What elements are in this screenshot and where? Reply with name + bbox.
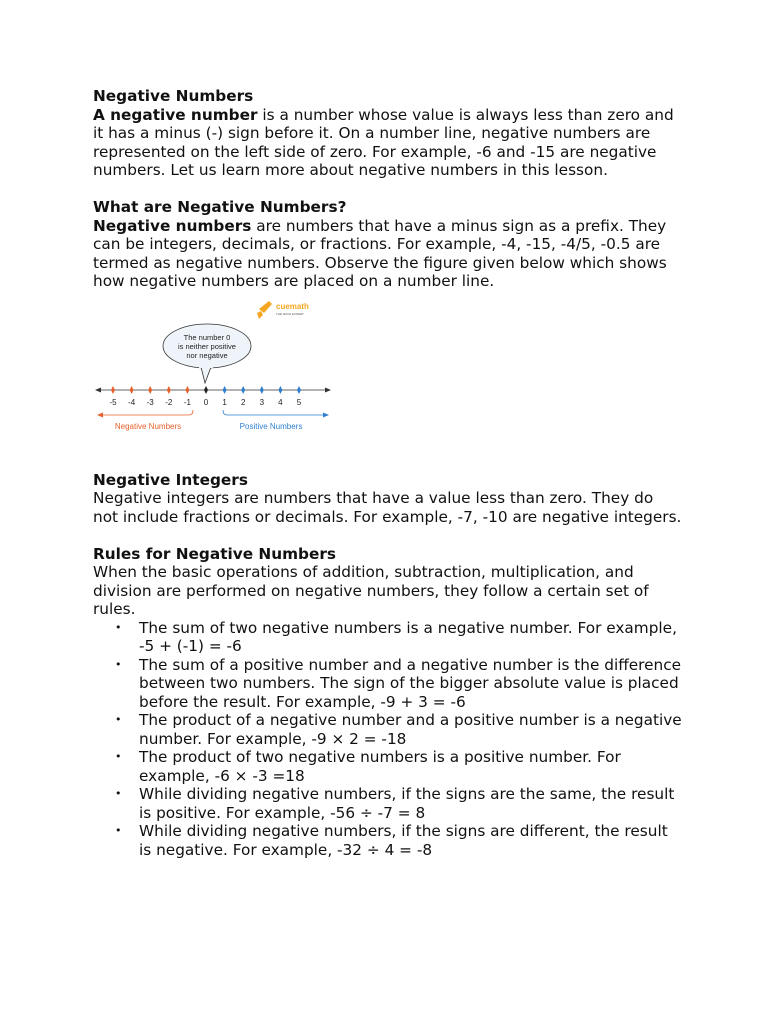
negative-range-bracket xyxy=(97,410,193,431)
what-are-paragraph xyxy=(93,217,683,291)
tick-mark xyxy=(297,386,301,394)
tick-label: 3 xyxy=(259,397,265,407)
bullet-icon: • xyxy=(115,787,122,800)
brand-tagline: THE MATH EXPERT xyxy=(276,311,304,316)
tick-label: -2 xyxy=(165,397,173,407)
positive-range-bracket xyxy=(223,410,329,431)
tick-mark xyxy=(167,386,171,394)
negative-numbers-label: Negative Numbers xyxy=(114,421,182,431)
tick-mark xyxy=(241,386,245,394)
document-page xyxy=(93,87,683,859)
integers-paragraph: Negative integers are numbers that have a value less than zero. They do not include fractions or decimals. For example, -7, -10 are negative integers. xyxy=(93,489,682,526)
list-item: • The product of two negative numbers is a positive number. For example, -6 × -3 =18 xyxy=(115,748,621,785)
section-heading-rules: Rules for Negative Numbers xyxy=(93,544,337,563)
tick-label: 5 xyxy=(296,397,302,407)
brand-name: cuemath xyxy=(276,301,309,311)
tick-mark xyxy=(204,386,208,394)
tick-label: -5 xyxy=(109,397,117,407)
number-line-ticks xyxy=(109,386,301,407)
axis-arrow-left xyxy=(95,387,101,392)
tick-mark xyxy=(130,386,134,394)
list-item: • The sum of two negative numbers is a negative number. For example, -5 + (-1) = -6 xyxy=(115,618,677,655)
section-heading-negative-numbers: Negative Numbers xyxy=(93,87,254,105)
tick-label: -1 xyxy=(183,397,191,407)
rules-paragraph: When the basic operations of addition, subtraction, multiplication, and division are performed on negative numbers, they follow a certain set of rules. xyxy=(93,563,649,618)
tick-label: 0 xyxy=(203,397,209,407)
bubble-line-1: The number 0 xyxy=(183,332,231,342)
tick-label: -4 xyxy=(128,397,136,407)
intro-paragraph xyxy=(93,106,683,180)
number-line-figure xyxy=(93,297,353,447)
number-line-svg xyxy=(93,297,353,447)
tick-mark xyxy=(111,386,115,394)
bullet-icon: • xyxy=(115,620,122,634)
cuemath-logo xyxy=(257,301,309,319)
bullet-icon: • xyxy=(115,713,122,726)
bullet-icon: • xyxy=(115,824,122,837)
tick-mark xyxy=(278,386,282,394)
what-are-text: are numbers that have a minus sign as a prefix. They can be integers, decimals, or fractions. For example, -4, -15, -4/5, -0.5 are termed as negative numbers. Observe the figure given below which shows how negative numbers are placed on a number line. xyxy=(93,216,667,290)
tick-label: 2 xyxy=(240,397,246,407)
tick-mark xyxy=(185,386,189,394)
bubble-line-2: is neither positive xyxy=(178,341,236,351)
intro-bold-lead: A negative number xyxy=(93,105,258,124)
tick-label: 4 xyxy=(278,397,283,407)
positive-numbers-label: Positive Numbers xyxy=(239,421,303,431)
list-item: • While dividing negative numbers, if the signs are different, the result is negative. For example, -32 ÷ 4 = -8 xyxy=(115,822,668,859)
bullet-icon: • xyxy=(115,750,122,763)
tick-label: 1 xyxy=(222,397,227,407)
tick-mark xyxy=(148,386,152,394)
what-are-bold-lead: Negative numbers xyxy=(93,216,252,235)
bubble-line-3: nor negative xyxy=(186,350,228,360)
bullet-icon: • xyxy=(115,657,122,671)
zero-speech-bubble xyxy=(163,324,251,383)
intro-text: is a number whose value is always less than zero and it has a minus (-) sign before it. On a number line, negative numbers are represented on the left side of zero. For example, -6 and -15 are negative numbers. Let us learn more about negative numbers in this lesson. xyxy=(93,105,674,179)
tick-mark xyxy=(223,386,227,394)
list-item: • The product of a negative number and a positive number is a negative number. For example, -9 × 2 = -18 xyxy=(115,711,682,748)
rules-list xyxy=(93,619,683,860)
list-item: • The sum of a positive number and a negative number is the difference between two numbers. The sign of the bigger absolute value is placed before the result. For example, -9 + 3 = -6 xyxy=(115,655,682,711)
tick-label: -3 xyxy=(146,397,154,407)
section-heading-what-are: What are Negative Numbers? xyxy=(93,198,347,216)
axis-arrow-right xyxy=(325,387,331,392)
tick-mark xyxy=(260,386,264,394)
section-heading-negative-integers: Negative Integers xyxy=(93,470,248,489)
list-item: • While dividing negative numbers, if the signs are the same, the result is positive. For example, -56 ÷ -7 = 8 xyxy=(115,785,675,822)
